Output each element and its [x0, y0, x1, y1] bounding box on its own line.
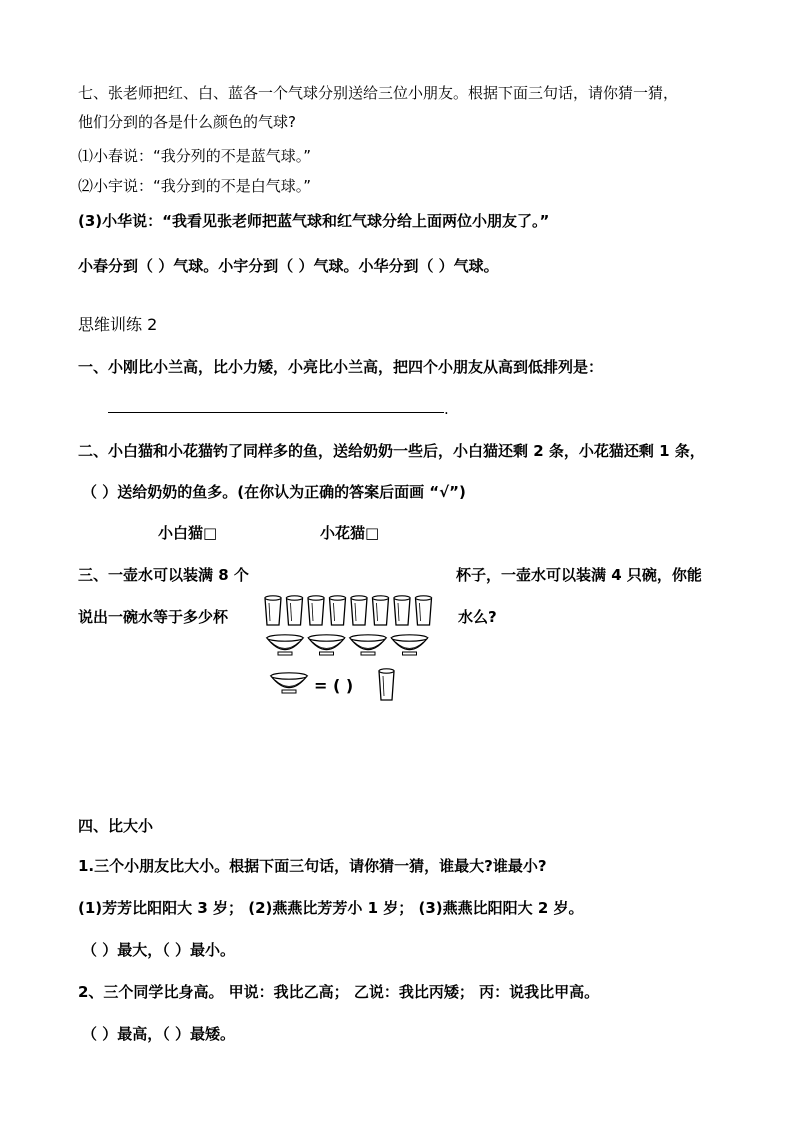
bowl-icon — [271, 673, 307, 693]
cup-icon — [330, 596, 346, 625]
p4-q1-clues: (1)芳芳比阳阳大 3 岁； (2)燕燕比芳芳小 1 岁； (3)燕燕比阳阳大 2 岁。 — [78, 899, 584, 917]
q7-statement-3: (3)小华说：“我看见张老师把蓝气球和红气球分给上面两位小朋友了。” — [78, 212, 550, 230]
p1-answer-blank — [108, 412, 444, 413]
p3-line-1-right: 杯子，一壶水可以装满 4 只碗，你能 — [456, 566, 702, 584]
q7-statement-1: ⑴小春说：“我分列的不是蓝气球。” — [78, 147, 312, 165]
cups-bowls-figure — [260, 592, 450, 704]
p3-line-2-right: 水么? — [458, 608, 497, 626]
p3-line-2-left: 说出一碗水等于多少杯 — [78, 608, 229, 626]
bowl-icon — [392, 635, 428, 655]
q7-line-2: 他们分到的各是什么颜色的气球? — [78, 113, 296, 131]
p2-option-white-cat: 小白猫□ — [158, 524, 218, 542]
q7-answer-line: 小春分到（ ）气球。小宇分到（ ）气球。小华分到（ ）气球。 — [78, 257, 499, 275]
p2-line-1: 二、小白猫和小花猫钓了同样多的鱼，送给奶奶一些后，小白猫还剩 2 条，小花猫还剩 1 条， — [78, 442, 705, 460]
cup-icon — [351, 596, 367, 625]
section-title: 思维训练 2 — [78, 315, 158, 334]
p1-blank-end: . — [444, 400, 449, 418]
p4-q1: 1.三个小朋友比大小。根据下面三句话，请你猜一猜，谁最大?谁最小? — [78, 857, 547, 875]
p2-option-spotted-cat: 小花猫□ — [320, 524, 380, 542]
bowl-icon — [309, 635, 345, 655]
cup-icon — [394, 596, 410, 625]
p2-line-2: （ ）送给奶奶的鱼多。(在你认为正确的答案后面画 “√”) — [82, 483, 466, 501]
p4-q2-answer: （ ）最高，（ ）最矮。 — [82, 1025, 235, 1043]
q7-statement-2: ⑵小宇说：“我分到的不是白气球。” — [78, 177, 312, 195]
p3-line-1-left: 三、一壶水可以装满 8 个 — [78, 566, 249, 584]
bowl-icon — [350, 635, 386, 655]
cup-icon — [373, 596, 389, 625]
p4-q2: 2、三个同学比身高。 甲说：我比乙高； 乙说：我比丙矮； 丙：说我比甲高。 — [78, 983, 600, 1001]
p1-question: 一、小刚比小兰高，比小力矮，小亮比小兰高，把四个小朋友从高到低排列是： — [78, 358, 604, 376]
cup-icon — [379, 669, 394, 700]
cup-icon — [416, 596, 432, 625]
p4-title: 四、比大小 — [78, 817, 154, 835]
q7-line-1: 七、张老师把红、白、蓝各一个气球分别送给三位小朋友。根据下面三句话，请你猜一猜， — [78, 84, 679, 102]
cup-icon — [308, 596, 324, 625]
p3-equation: = ( ) — [314, 676, 354, 695]
bowl-icon — [267, 635, 303, 655]
cup-icon — [287, 596, 303, 625]
p4-q1-answer: （ ）最大，（ ）最小。 — [82, 941, 235, 959]
cup-icon — [265, 596, 281, 625]
